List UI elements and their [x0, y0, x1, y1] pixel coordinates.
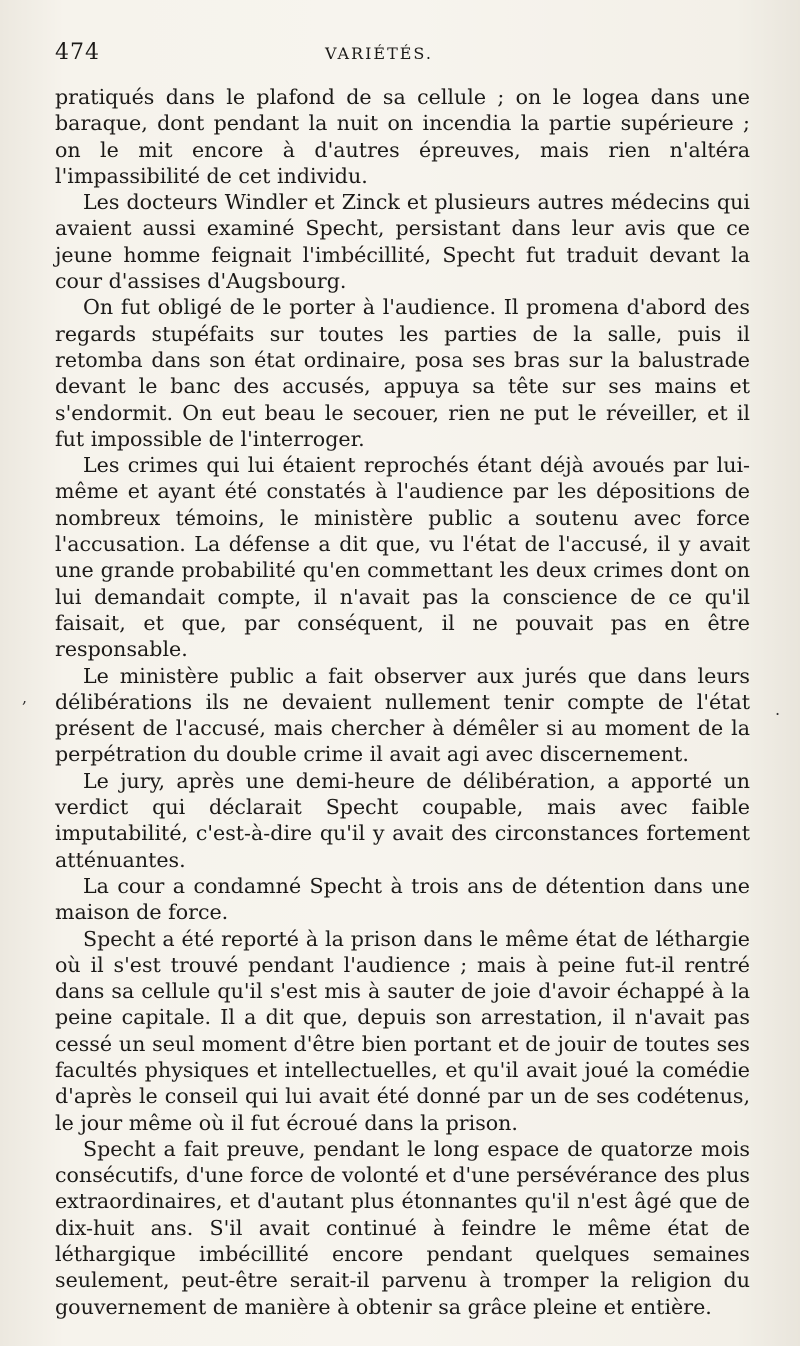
- section-title: VARIÉTÉS.: [325, 44, 433, 63]
- paragraph: On fut obligé de le porter à l'audience. Il promena d'abord des regards stupéfaits sur toutes les parties de la salle, puis il retomba dans son état ordinaire, posa ses bras sur la balustrade devant le banc des accusés, appuya sa tête sur ses mains et s'endormit. On eut beau le secouer, rien ne put le réveiller, et il fut impossible de l'interroger.: [55, 295, 750, 451]
- paragraph: Specht a été reporté à la prison dans le même état de léthargie où il s'est trouvé pendant l'audience ; mais à peine fut-il rentré dans sa cellule qu'il s'est mis à sauter de joie d'avoir échappé à la peine capitale. Il a dit que, depuis son arrestation, il n'avait pas cessé un seul moment d'être bien portant et de jouir de toutes ses facultés physiques et intellectuelles, et qu'il avait joué la comédie d'après le conseil qui lui avait été donné par un de ses codétenus, le jour même où il fut écroué dans la prison.: [55, 926, 750, 1135]
- paragraph: Le ministère public a fait observer aux jurés que dans leurs délibérations ils ne devaient nullement tenir compte de l'état présent de l'accusé, mais chercher à démêler si au moment de la perpétration du double crime il avait agi avec discernement.: [55, 663, 750, 767]
- margin-mark-right: .: [775, 700, 781, 719]
- paragraph: Specht a fait preuve, pendant le long espace de quatorze mois consécutifs, d'une force de volonté et d'une persévérance des plus extraordinaires, et d'autant plus étonnantes qu'il n'est âgé que de dix-huit ans. S'il avait continué à feindre le même état de léthargique imbécillité encore pendant quelques semaines seulement, peut-être serait-il parvenu à tromper la religion du gouvernement de manière à obtenir sa grâce pleine et entière.: [55, 1136, 750, 1319]
- body-text: [55, 84, 750, 1320]
- paragraph: Le jury, après une demi-heure de délibération, a apporté un verdict qui déclarait Specht coupable, mais avec faible imputabilité, c'est-à-dire qu'il y avait des circonstances fortement atténuantes.: [55, 768, 750, 872]
- paragraph: Les crimes qui lui étaient reprochés étant déjà avoués par lui-même et ayant été constatés à l'audience par les dépositions de nombreux témoins, le ministère public a soutenu avec force l'accusation. La défense a dit que, vu l'état de l'accusé, il y avait une grande probabilité qu'en commettant les deux crimes dont on lui demandait compte, il n'avait pas la conscience de ce qu'il faisait, et que, par conséquent, il ne pouvait pas en être responsable.: [55, 453, 750, 662]
- paragraph-continued: pratiqués dans le plafond de sa cellule ; on le logea dans une baraque, dont pendant la nuit on incendia la partie supérieure ; on le mit encore à d'autres épreuves, mais rien n'altéra l'impassibilité de cet individu.: [55, 85, 750, 188]
- paragraph: La cour a condamné Specht à trois ans de détention dans une maison de force.: [55, 873, 750, 925]
- paragraph: Les docteurs Windler et Zinck et plusieurs autres médecins qui avaient aussi examiné Specht, persistant dans leur avis que ce jeune homme feignait l'imbécillité, Specht fut traduit devant la cour d'assises d'Augsbourg.: [55, 190, 750, 294]
- running-head: [55, 40, 755, 76]
- page-number: 474: [55, 40, 100, 65]
- margin-mark-left: ,: [22, 688, 28, 707]
